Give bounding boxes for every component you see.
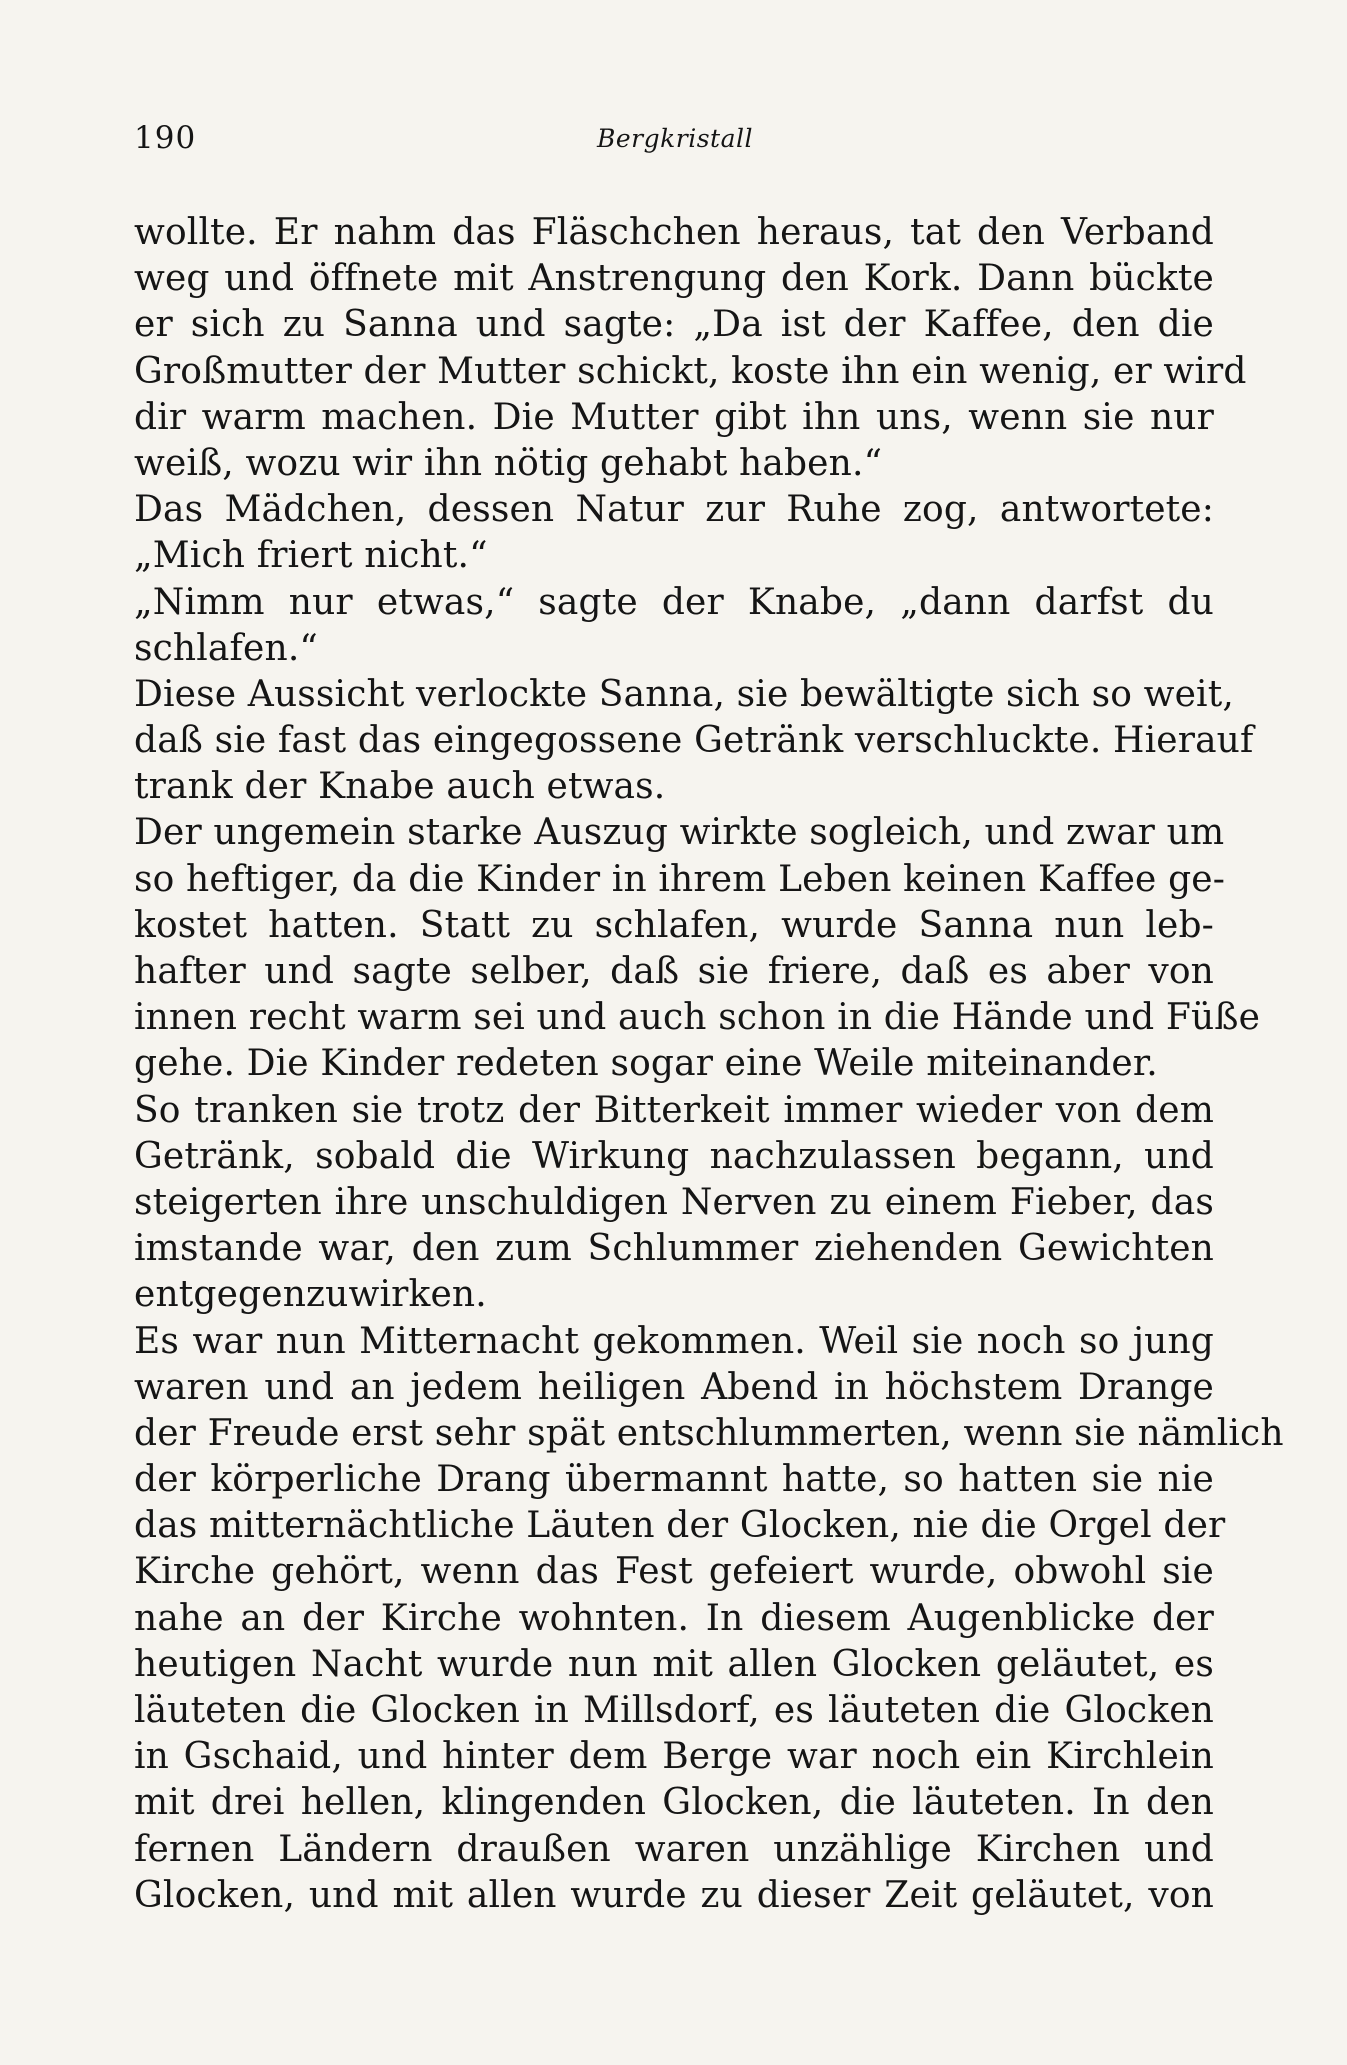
text-line: der Freude erst sehr spät entschlummerten, wenn sie nämlich xyxy=(134,1412,1284,1454)
text-line: Der ungemein starke Auszug wirkte sogleich, und zwar um xyxy=(134,812,1225,854)
text-line: nahe an der Kirche wohnten. In diesem Augenblicke der xyxy=(134,1597,1214,1639)
text-line: läuteten die Glocken in Millsdorf, es läuteten die Glocken xyxy=(134,1690,1214,1731)
text-line: steigerten ihre unschuldigen Nerven zu einem Fieber, das xyxy=(134,1181,1214,1223)
text-line: So tranken sie trotz der Bitterkeit immer wieder von dem xyxy=(134,1089,1214,1131)
text-line: „Mich friert nicht.“ xyxy=(134,535,488,577)
text-line: „Nimm nur etwas,“ sagte der Knabe, „dann darfst du xyxy=(134,581,1214,623)
text-line: in Gschaid, und hinter dem Berge war noch ein Kirchlein xyxy=(134,1736,1214,1778)
text-line: dir warm machen. Die Mutter gibt ihn uns, wenn sie nur xyxy=(134,396,1214,438)
text-line: kostet hatten. Statt zu schlafen, wurde Sanna nun leb- xyxy=(134,904,1214,946)
text-line: hafter und sagte selber, daß sie friere, daß es aber von xyxy=(134,951,1214,992)
text-line: heutigen Nacht wurde nun mit allen Glocken geläutet, es xyxy=(134,1643,1214,1685)
running-title: Bergkristall xyxy=(597,124,753,153)
text-line: waren und an jedem heiligen Abend in höchstem Drange xyxy=(134,1366,1214,1408)
text-line: Kirche gehört, wenn das Fest gefeiert wurde, obwohl sie xyxy=(134,1551,1214,1593)
text-line: entgegenzuwirken. xyxy=(134,1274,487,1316)
text-line: mit drei hellen, klingenden Glocken, die läuteten. In den xyxy=(134,1782,1214,1824)
text-line: weiß, wozu wir ihn nötig gehabt haben.“ xyxy=(134,442,883,484)
page-header xyxy=(134,118,1214,166)
text-line: daß sie fast das eingegossene Getränk verschluckte. Hierauf xyxy=(134,720,1254,762)
text-line: der körperliche Drang übermannt hatte, so hatten sie nie xyxy=(134,1459,1214,1501)
text-line: weg und öffnete mit Anstrengung den Kork. Dann bückte xyxy=(134,258,1214,300)
text-line: Großmutter der Mutter schickt, koste ihn ein wenig, er wird xyxy=(134,350,1247,392)
text-line: imstande war, den zum Schlummer ziehenden Gewichten xyxy=(134,1228,1214,1270)
text-line: Diese Aussicht verlockte Sanna, sie bewältigte sich so weit, xyxy=(134,673,1234,715)
text-line: Getränk, sobald die Wirkung nachzulassen begann, und xyxy=(134,1135,1214,1177)
text-line: Glocken, und mit allen wurde zu dieser Zeit geläutet, von xyxy=(134,1874,1214,1916)
text-line: Es war nun Mitternacht gekommen. Weil sie noch so jung xyxy=(134,1320,1214,1362)
text-line: wollte. Er nahm das Fläschchen heraus, tat den Verband xyxy=(134,212,1214,253)
text-line: so heftiger, da die Kinder in ihrem Leben keinen Kaffee ge- xyxy=(134,858,1226,900)
text-line: das mitternächtliche Läuten der Glocken, nie die Orgel der xyxy=(134,1505,1226,1547)
text-line: schlafen.“ xyxy=(134,627,318,669)
text-line: trank der Knabe auch etwas. xyxy=(134,766,666,808)
body-text xyxy=(134,210,1284,1919)
page-number: 190 xyxy=(134,120,197,156)
text-line: fernen Ländern draußen waren unzählige Kirchen und xyxy=(134,1828,1214,1870)
text-line: innen recht warm sei und auch schon in die Hände und Füße xyxy=(134,997,1261,1039)
text-line: gehe. Die Kinder redeten sogar eine Weile miteinander. xyxy=(134,1043,1158,1085)
text-line: Das Mädchen, dessen Natur zur Ruhe zog, antwortete: xyxy=(134,489,1214,531)
text-line: er sich zu Sanna und sagte: „Da ist der Kaffee, den die xyxy=(134,304,1214,346)
